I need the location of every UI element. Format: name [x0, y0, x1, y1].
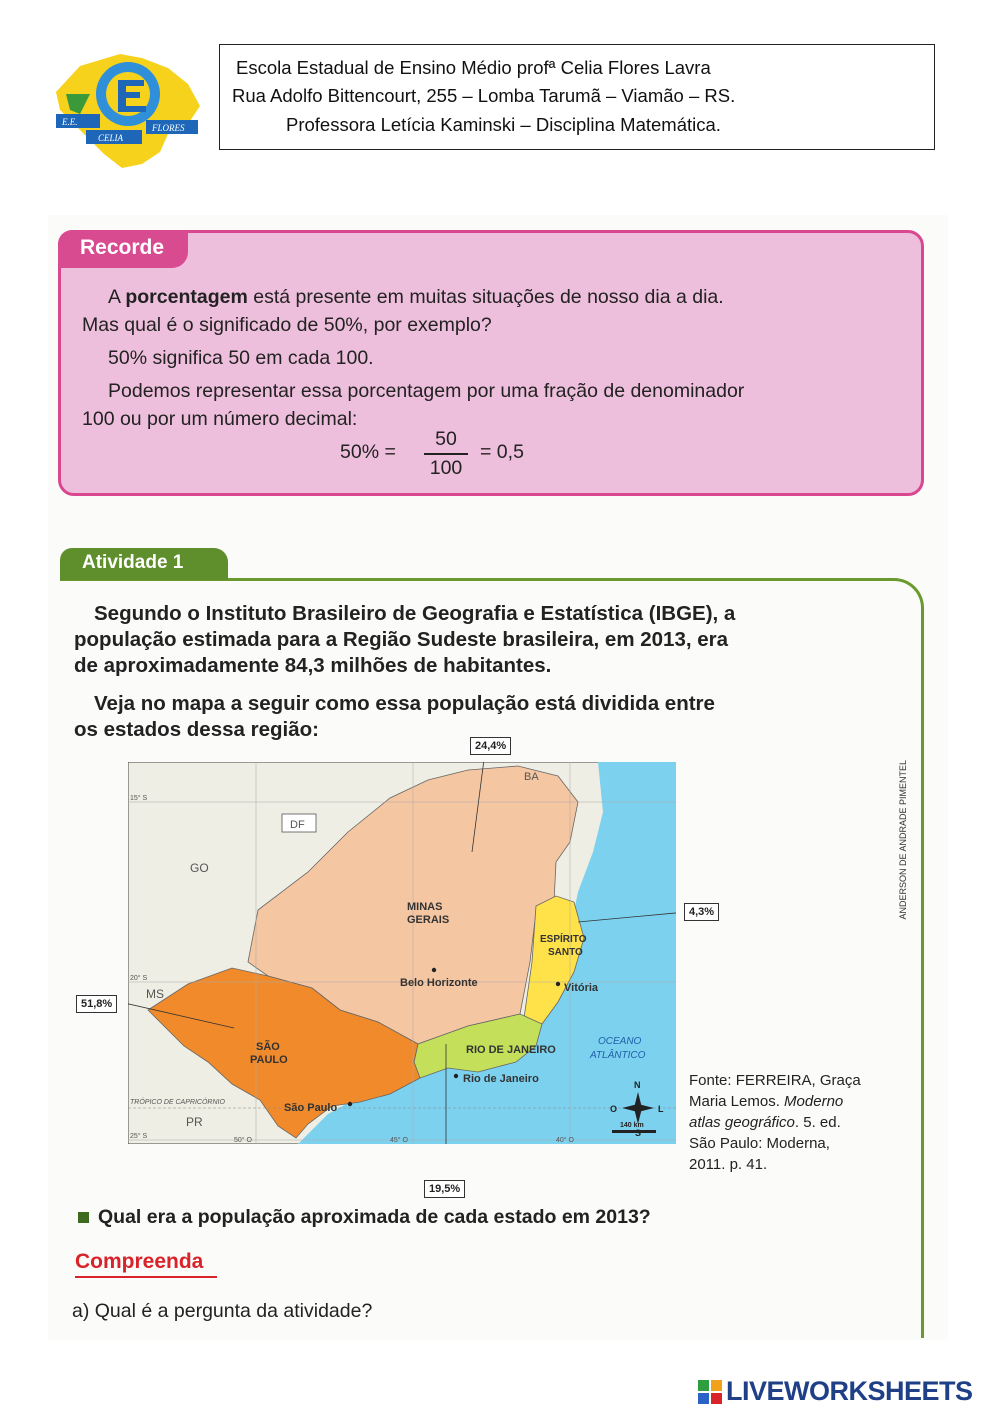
equation-left: 50% = — [340, 441, 396, 463]
label-go: GO — [190, 861, 209, 875]
source-line-3: atlas geográfico. 5. ed. — [689, 1114, 841, 1131]
map-credit: ANDERSON DE ANDRADE PIMENTEL — [898, 760, 908, 920]
source-line-4: São Paulo: Moderna, — [689, 1135, 830, 1152]
label-rj: RIO DE JANEIRO — [466, 1044, 556, 1056]
source-line-2: Maria Lemos. Moderno — [689, 1093, 844, 1110]
city-belo-horizonte: Belo Horizonte — [400, 977, 478, 989]
ocean-label-2: ATLÂNTICO — [590, 1050, 646, 1061]
recorde-paragraph-3: Podemos representar essa porcentagem por uma fração de denominador — [108, 380, 745, 402]
lon-40: 40° O — [556, 1137, 574, 1144]
label-sp-2: PAULO — [250, 1054, 288, 1066]
label-sp-1: SÃO — [256, 1041, 280, 1053]
compass-n: N — [634, 1080, 641, 1090]
recorde-paragraph-2: 50% significa 50 em cada 100. — [108, 347, 374, 369]
logo-text-top: E.E. — [62, 117, 78, 127]
teacher-line: Professora Letícia Kaminski – Disciplina Matemática. — [286, 114, 721, 135]
compreenda-underline — [75, 1276, 217, 1278]
liveworksheets-logo-icon — [698, 1376, 724, 1406]
label-mg-2: GERAIS — [407, 914, 450, 926]
school-header — [219, 44, 935, 150]
logo-text-right: FLORES — [152, 123, 185, 133]
compass-o: O — [610, 1104, 618, 1114]
fraction-numerator: 50 — [435, 428, 457, 450]
city-marker-bh — [432, 968, 436, 972]
tropic-label: TRÓPICO DE CAPRICÓRNIO — [130, 1099, 225, 1106]
atividade-tab — [60, 548, 228, 580]
recorde-paragraph-1: A porcentagem está presente em muitas situações de nosso dia a dia. — [108, 286, 724, 308]
lon-50: 50° O — [234, 1137, 252, 1144]
equation-right: = 0,5 — [480, 441, 524, 463]
school-name: Escola Estadual de Ensino Médio profª Celia Flores Lavra — [236, 57, 711, 78]
compass-l: L — [658, 1104, 664, 1114]
label-ba: BA — [524, 771, 539, 783]
lat-20: 20° S — [130, 975, 148, 982]
lon-45: 45° O — [390, 1137, 408, 1144]
lat-15: 15° S — [130, 795, 148, 802]
ocean-label-1: OCEANO — [598, 1036, 642, 1047]
percent-rio-de-janeiro: 19,5% — [424, 1180, 465, 1198]
equation-fraction — [424, 428, 468, 480]
city-marker-rio — [454, 1074, 458, 1078]
fraction-bar — [424, 453, 468, 455]
percent-sao-paulo: 51,8% — [76, 995, 117, 1013]
atividade-text-line: os estados dessa região: — [74, 718, 319, 741]
atividade-text-line: população estimada para a Região Sudeste brasileira, em 2013, era — [74, 628, 729, 651]
liveworksheets-brand[interactable]: LIVEWORKSHEETS — [726, 1376, 973, 1406]
city-vitoria: Vitória — [564, 982, 599, 994]
label-pr: PR — [186, 1115, 203, 1129]
keyword-porcentagem: porcentagem — [125, 286, 248, 308]
atividade-text-line: Segundo o Instituto Brasileiro de Geografia e Estatística (IBGE), a — [94, 602, 736, 625]
atividade-text-line: Veja no mapa a seguir como essa população está dividida entre — [94, 692, 715, 715]
fraction-denominator: 100 — [429, 457, 463, 479]
scale-bar — [612, 1130, 656, 1133]
recorde-paragraph-1-line2: Mas qual é o significado de 50%, por exemplo? — [82, 314, 492, 336]
source-line-5: 2011. p. 41. — [689, 1156, 768, 1173]
recorde-tab-label: Recorde — [80, 236, 165, 259]
city-marker-vitoria — [556, 982, 560, 986]
label-es-1: ESPÍRITO — [540, 934, 587, 945]
label-es-2: SANTO — [548, 947, 583, 958]
recorde-tab — [58, 230, 188, 268]
atividade-tab-label: Atividade 1 — [82, 552, 184, 573]
label-ms: MS — [146, 987, 164, 1001]
percent-espirito-santo: 4,3% — [684, 903, 719, 921]
source-line-1: Fonte: FERREIRA, Graça — [689, 1072, 861, 1089]
city-rio-de-janeiro: Rio de Janeiro — [463, 1073, 539, 1085]
question-bullet-icon — [78, 1212, 89, 1223]
recorde-paragraph-3-line2: 100 ou por um número decimal: — [82, 408, 358, 430]
activity-question: Qual era a população aproximada de cada estado em 2013? — [98, 1206, 651, 1228]
percent-minas-gerais: 24,4% — [470, 737, 511, 755]
label-mg-1: MINAS — [407, 901, 443, 913]
compreenda-heading: Compreenda — [75, 1250, 204, 1273]
atividade-text-line: de aproximadamente 84,3 milhões de habitantes. — [74, 654, 552, 677]
question-a: a) Qual é a pergunta da atividade? — [72, 1300, 373, 1322]
southeast-map — [128, 762, 676, 1144]
lat-25: 25° S — [130, 1133, 148, 1140]
school-logo — [50, 44, 205, 172]
school-address: Rua Adolfo Bittencourt, 255 – Lomba Tarumã – Viamão – RS. — [232, 85, 736, 106]
label-df: DF — [290, 819, 305, 831]
logo-text-bottom: CELIA — [98, 133, 124, 143]
scale-label: 140 km — [620, 1122, 644, 1129]
city-sao-paulo: São Paulo — [284, 1102, 338, 1114]
city-marker-sp — [348, 1102, 352, 1106]
